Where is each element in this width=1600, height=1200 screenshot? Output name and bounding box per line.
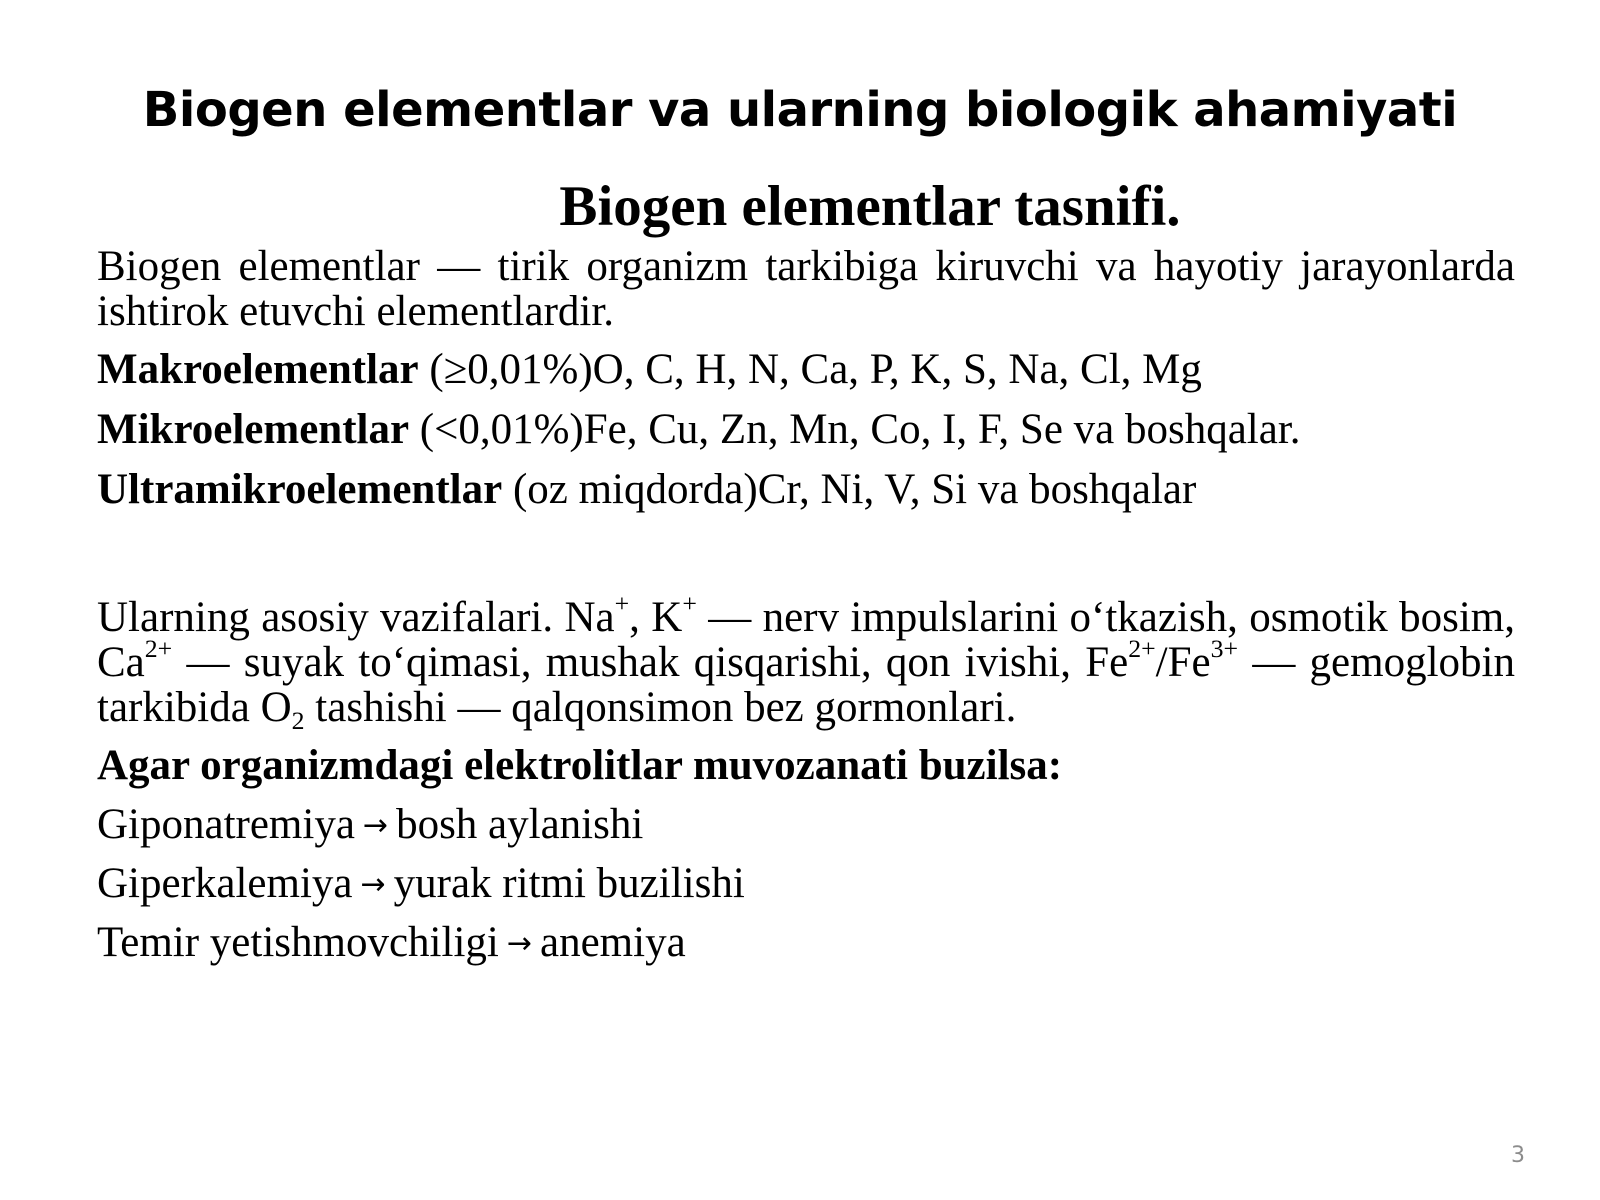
page-number: 3: [1511, 1143, 1525, 1168]
classification-item-micro: [97, 405, 1515, 455]
definition-paragraph: Biogen elementlar — tirik organizm tarkibiga kiruvchi va hayotiy jarayonlarda ishtirok etuvchi elementlardir.: [97, 243, 1515, 335]
functions-text: /Fe: [1155, 639, 1211, 686]
arrow-right-icon: →: [360, 867, 386, 902]
functions-text: — nerv impulslarini o‘tkazish, osmotik bosim, Ca: [97, 594, 1516, 686]
classification-text: (<0,01%)Fe, Cu, Zn, Mn, Co, I, F, Se va boshqalar.: [409, 406, 1301, 453]
ion-charge: +: [614, 588, 630, 618]
imbalance-effect: bosh aylanishi: [396, 801, 644, 848]
imbalance-condition: Giperkalemiya: [97, 860, 353, 907]
imbalance-heading: Agar organizmdagi elektrolitlar muvozanati buzilsa:: [97, 742, 1063, 789]
functions-text: — gemoglobin tarkibida O: [97, 639, 1515, 731]
imbalance-effect: anemiya: [540, 919, 686, 966]
classification-term: Ultramikroelementlar: [97, 466, 503, 513]
imbalance-condition: Giponatremiya: [97, 801, 355, 848]
classification-item-macro: [97, 345, 1515, 395]
classification-term: Mikroelementlar: [97, 406, 410, 453]
functions-text: Ularning asosiy vazifalari. Na: [97, 594, 615, 641]
imbalance-item: [97, 800, 1515, 851]
ion-charge: 3+: [1210, 633, 1239, 663]
slide-title: Biogen elementlar va ularning biologik ahamiyati: [142, 82, 1458, 138]
molecule-subscript: 2: [291, 705, 305, 735]
arrow-right-icon: →: [506, 926, 532, 961]
imbalance-effect: yurak ritmi buzilishi: [393, 860, 745, 907]
imbalance-item: [97, 859, 1515, 910]
arrow-right-icon: →: [362, 808, 389, 843]
ion-charge: +: [682, 588, 697, 618]
classification-item-ultramicro: [97, 465, 1515, 515]
classification-term: Makroelementlar: [97, 346, 419, 393]
ion-charge: 2+: [1128, 633, 1156, 663]
imbalance-condition: Temir yetishmovchiligi: [97, 919, 499, 966]
classification-text: (≥0,01%)O, C, H, N, Ca, P, K, S, Na, Cl, Mg: [418, 346, 1202, 393]
functions-text: , K: [629, 594, 683, 641]
functions-text: — suyak to‘qimasi, mushak qisqarishi, qon ivishi, Fe: [172, 639, 1129, 686]
ion-charge: 2+: [144, 633, 173, 663]
functions-text: tashishi — qalqonsimon bez gormonlari.: [304, 684, 1017, 731]
imbalance-item: [97, 918, 1515, 969]
classification-text: (oz miqdorda)Cr, Ni, V, Si va boshqalar: [502, 466, 1197, 513]
section-heading: Biogen elementlar tasnifi.: [559, 175, 1181, 238]
functions-paragraph: [97, 588, 1516, 735]
